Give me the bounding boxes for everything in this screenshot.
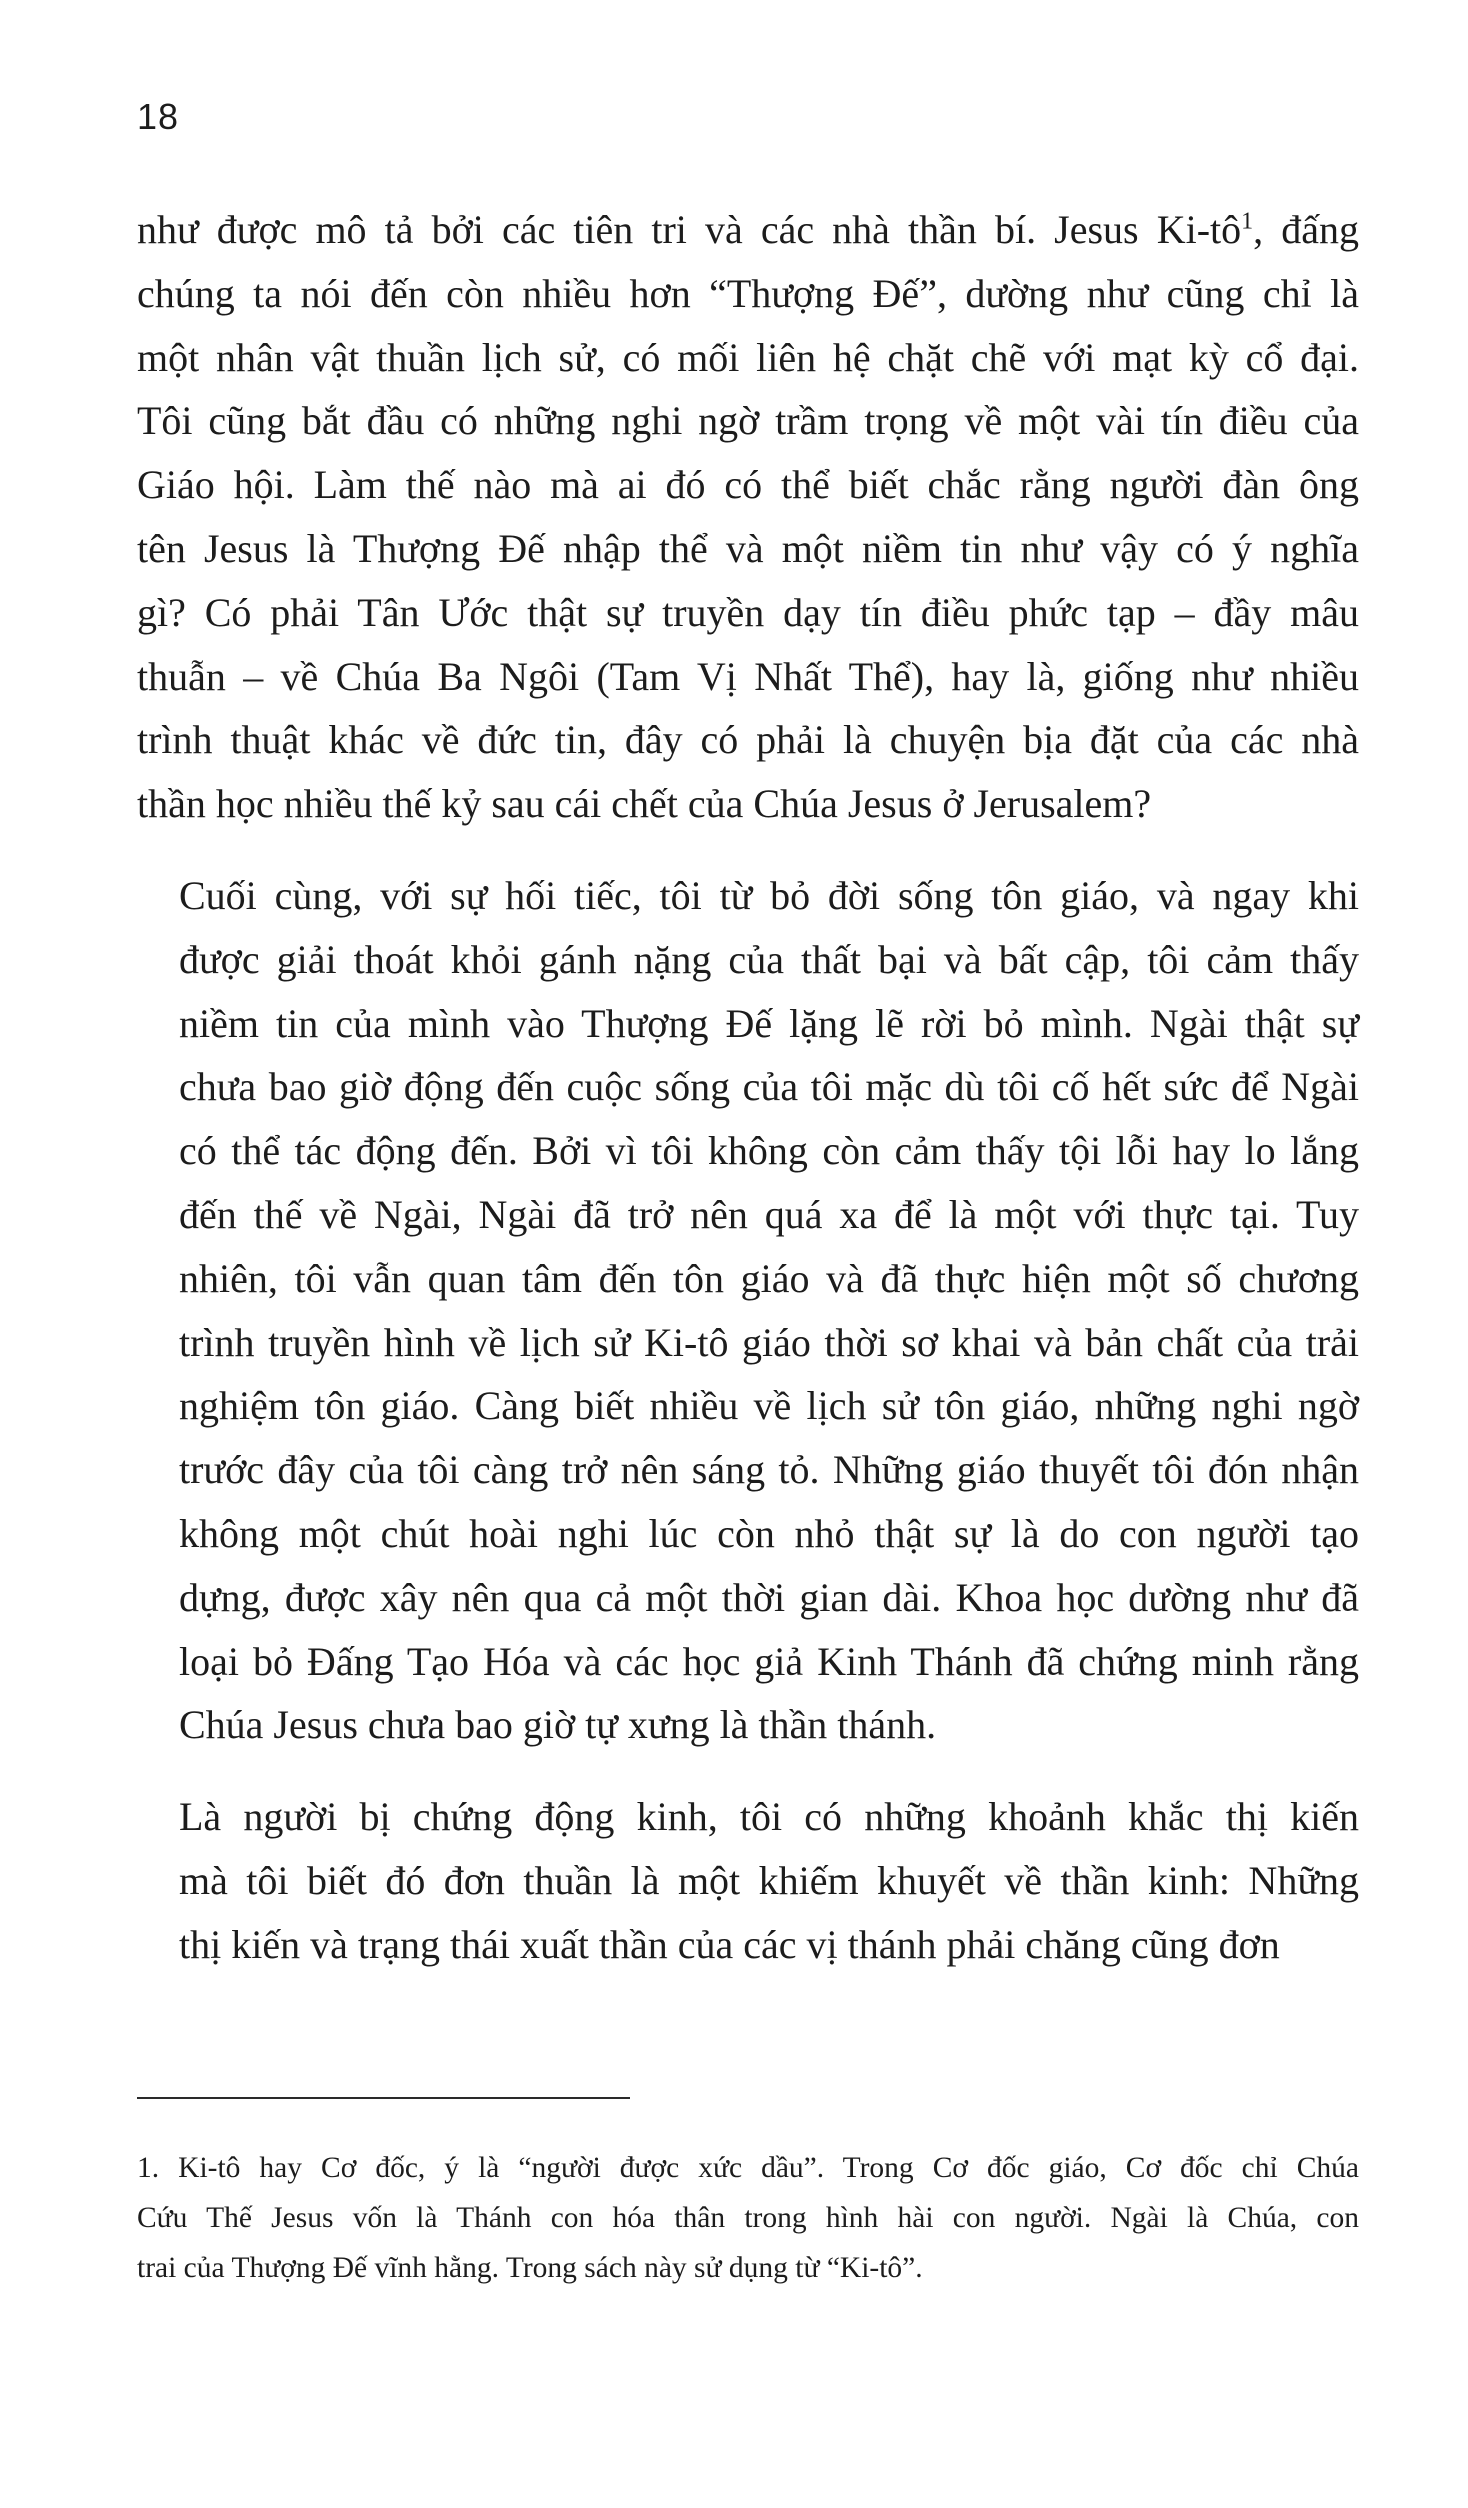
text-line: có thể tác động đến. Bởi vì tôi không còn cảm thấy tội lỗi hay lo lắng bbox=[179, 1128, 1359, 1174]
text-line: Là người bị chứng động kinh, tôi có những khoảnh khắc thị kiến bbox=[179, 1794, 1359, 1840]
text-line: được giải thoát khỏi gánh nặng của thất bại và bất cập, tôi cảm thấy bbox=[179, 936, 1359, 982]
text-line: trình truyền hình về lịch sử Ki-tô giáo thời sơ khai và bản chất của trải bbox=[179, 1319, 1359, 1365]
text-line: chúng ta nói đến còn nhiều hơn “Thượng Đế”, dường như cũng chỉ là bbox=[137, 270, 1359, 316]
text-line: một nhân vật thuần lịch sử, có mối liên hệ chặt chẽ với mạt kỳ cổ đại. bbox=[137, 334, 1359, 380]
paragraph-1 bbox=[137, 198, 1359, 836]
footnote-1 bbox=[137, 2143, 1359, 2293]
text-line: tên Jesus là Thượng Đế nhập thể và một niềm tin như vậy có ý nghĩa bbox=[137, 525, 1359, 571]
paragraph-2 bbox=[137, 864, 1359, 1757]
footnote-line: 1. Ki-tô hay Cơ đốc, ý là “người được xức dầu”. Trong Cơ đốc giáo, Cơ đốc chỉ Chúa bbox=[137, 2152, 1359, 2184]
text-line: trình thuật khác về đức tin, đây có phải là chuyện bịa đặt của các nhà bbox=[137, 717, 1359, 763]
text-line: đến thế về Ngài, Ngài đã trở nên quá xa để là một với thực tại. Tuy bbox=[179, 1191, 1359, 1237]
footnote-separator bbox=[137, 2097, 630, 2099]
text-line: Giáo hội. Làm thế nào mà ai đó có thể biết chắc rằng người đàn ông bbox=[137, 462, 1359, 508]
text-line: Chúa Jesus chưa bao giờ tự xưng là thần thánh. bbox=[179, 1702, 937, 1748]
text-line bbox=[137, 198, 1359, 262]
footnote-line: trai của Thượng Đế vĩnh hằng. Trong sách này sử dụng từ “Ki-tô”. bbox=[137, 2252, 923, 2284]
text-line: mà tôi biết đó đơn thuần là một khiếm khuyết về thần kinh: Những bbox=[179, 1857, 1359, 1903]
text-segment: , đấng bbox=[1253, 207, 1359, 252]
text-line: không một chút hoài nghi lúc còn nhỏ thật sự là do con người tạo bbox=[179, 1510, 1359, 1556]
text-line: nhiên, tôi vẫn quan tâm đến tôn giáo và đã thực hiện một số chương bbox=[179, 1255, 1359, 1301]
text-line: dựng, được xây nên qua cả một thời gian dài. Khoa học dường như đã bbox=[179, 1574, 1359, 1620]
footnote-reference: 1 bbox=[1241, 208, 1254, 235]
body-text bbox=[137, 198, 1359, 1977]
page-number: 18 bbox=[137, 96, 180, 137]
text-line: niềm tin của mình vào Thượng Đế lặng lẽ rời bỏ mình. Ngài thật sự bbox=[179, 1000, 1359, 1046]
footnotes bbox=[137, 2143, 1359, 2293]
text-line: Tôi cũng bắt đầu có những nghi ngờ trầm trọng về một vài tín điều của bbox=[137, 398, 1359, 444]
paragraph-3 bbox=[137, 1785, 1359, 1976]
text-line: thị kiến và trạng thái xuất thần của các vị thánh phải chăng cũng đơn bbox=[179, 1921, 1280, 1967]
text-segment: như được mô tả bởi các tiên tri và các nhà thần bí. Jesus Ki-tô bbox=[137, 207, 1242, 252]
text-line: thuẫn – về Chúa Ba Ngôi (Tam Vị Nhất Thể), hay là, giống như nhiều bbox=[137, 653, 1359, 699]
text-line: nghiệm tôn giáo. Càng biết nhiều về lịch sử tôn giáo, những nghi ngờ bbox=[179, 1383, 1359, 1429]
text-line: thần học nhiều thế kỷ sau cái chết của Chúa Jesus ở Jerusalem? bbox=[137, 781, 1152, 827]
text-line: Cuối cùng, với sự hối tiếc, tôi từ bỏ đời sống tôn giáo, và ngay khi bbox=[179, 872, 1359, 918]
text-line: trước đây của tôi càng trở nên sáng tỏ. Những giáo thuyết tôi đón nhận bbox=[179, 1447, 1359, 1493]
text-line: loại bỏ Đấng Tạo Hóa và các học giả Kinh Thánh đã chứng minh rằng bbox=[179, 1638, 1359, 1684]
text-line: chưa bao giờ động đến cuộc sống của tôi mặc dù tôi cố hết sức để Ngài bbox=[179, 1064, 1359, 1110]
text-line: gì? Có phải Tân Ước thật sự truyền dạy tín điều phức tạp – đầy mâu bbox=[137, 589, 1359, 635]
footnote-line: Cứu Thế Jesus vốn là Thánh con hóa thân trong hình hài con người. Ngài là Chúa, con bbox=[137, 2202, 1359, 2234]
